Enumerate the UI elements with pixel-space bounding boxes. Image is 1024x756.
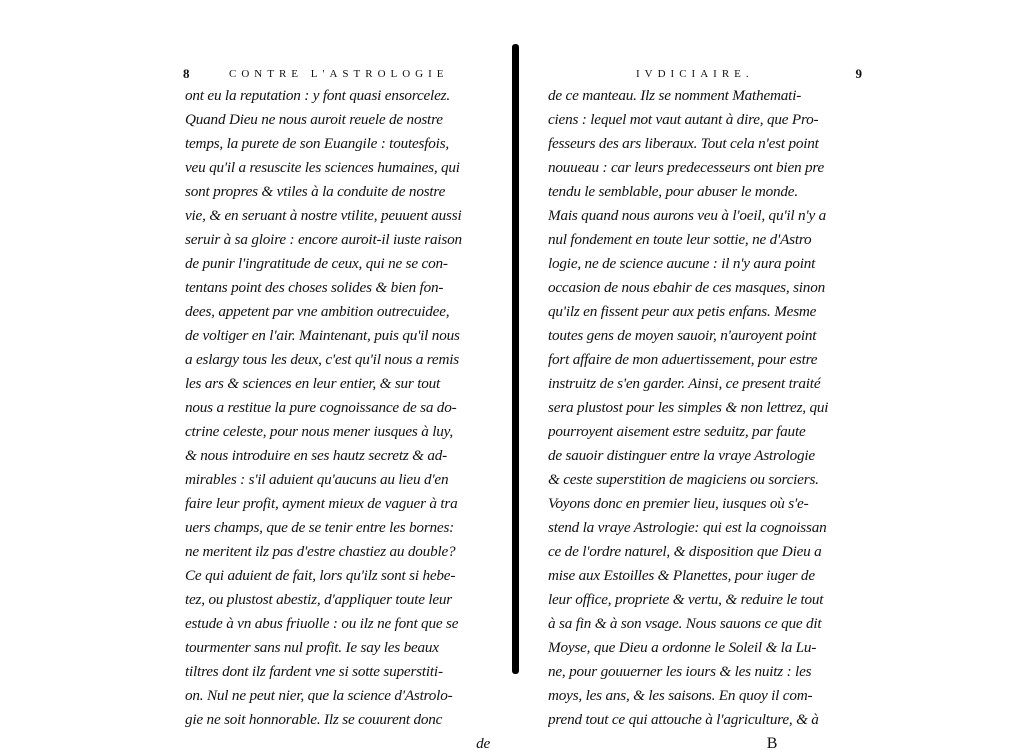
text-line: dees, appetent par vne ambition outrecuidee,	[185, 303, 450, 320]
right-running-head-title: IVDICIAIRE.	[636, 68, 754, 80]
left-page-number: 8	[183, 66, 190, 81]
right-page-text	[548, 84, 856, 732]
text-line: fesseurs des ars liberaux. Tout cela n'est point	[548, 135, 819, 152]
text-line: Ce qui aduient de fait, lors qu'ilz sont si hebe-	[185, 567, 456, 584]
text-line: stend la vraye Astrologie: qui est la cognoissan	[548, 519, 827, 536]
text-line: ont eu la reputation : y font quasi ensorcelez.	[185, 87, 450, 104]
left-page	[185, 60, 490, 756]
text-line: qu'ilz en fissent peur aux petis enfans. Mesme	[548, 303, 817, 320]
text-line: & ceste superstition de magiciens ou sorciers.	[548, 471, 819, 488]
text-line: à sa fin & à son vsage. Nous sauons ce que dit	[548, 615, 822, 632]
text-line: les ars & sciences en leur entier, & sur tout	[185, 375, 441, 392]
text-line: sera plustost pour les simples & non lettrez, qui	[548, 399, 829, 416]
left-running-head-title: CONTRE L'ASTROLOGIE	[229, 68, 449, 80]
text-line: pourroyent aisement estre seduitz, par faute	[548, 423, 806, 440]
text-line: faire leur profit, ayment mieux de vaguer à tra	[185, 495, 458, 512]
right-page-number: 9	[855, 66, 862, 81]
text-line: de	[476, 735, 490, 752]
text-line: Quand Dieu ne nous auroit reuele de nostre	[185, 111, 443, 128]
text-line: tiltres dont ilz fardent vne si sotte superstiti-	[185, 663, 443, 680]
text-line: temps, la purete de son Euangile : toutesfois,	[185, 135, 449, 152]
book-spine-gutter	[512, 44, 519, 674]
text-line: a eslargy tous les deux, c'est qu'il nous a remis	[185, 351, 459, 368]
right-page	[548, 60, 862, 756]
text-line: tendu le semblable, pour abuser le monde.	[548, 183, 798, 200]
text-line: tentans point des choses solides & bien fon-	[185, 279, 444, 296]
text-line: estude à vn abus friuolle : ou ilz ne font que se	[185, 615, 459, 632]
left-page-text	[185, 84, 490, 756]
text-line: de sauoir distinguer entre la vraye Astrologie	[548, 447, 815, 464]
text-line: mise aux Estoilles & Planettes, pour iuger de	[548, 567, 815, 584]
text-line: tez, ou plustost abestiz, d'appliquer toute leur	[185, 591, 453, 608]
text-line: uers champs, que de se tenir entre les bornes:	[185, 519, 455, 536]
text-line: de ce manteau. Ilz se nomment Mathemati-	[548, 87, 802, 104]
text-line: ne meritent ilz pas d'estre chastiez au double?	[185, 543, 456, 560]
text-line: de voltiger en l'air. Maintenant, puis qu'il nous	[185, 327, 460, 344]
text-line: nous a restitue la pure cognoissance de sa do-	[185, 399, 457, 416]
text-line: logie, ne de science aucune : il n'y aura point	[548, 255, 816, 272]
text-line: de punir l'ingratitude de ceux, qui ne se con-	[185, 255, 448, 272]
text-line: vie, & en seruant à nostre vtilite, peuuent aussi	[185, 207, 462, 224]
text-line: ne, pour gouuerner les iours & les nuitz : les	[548, 663, 812, 680]
right-running-head	[548, 60, 862, 82]
text-line: instruitz de s'en garder. Ainsi, ce present traité	[548, 375, 821, 392]
text-line: prend tout ce qui attouche à l'agriculture, & à	[548, 711, 819, 728]
text-line: on. Nul ne peut nier, que la science d'Astrolo-	[185, 687, 453, 704]
text-line: toutes gens de moyen sauoir, n'auroyent point	[548, 327, 817, 344]
text-line: Moyse, que Dieu a ordonne le Soleil & la Lu-	[548, 639, 817, 656]
gathering-signature: B	[766, 735, 778, 752]
text-line: tourmenter sans nul profit. Ie say les beaux	[185, 639, 439, 656]
text-line: ciens : lequel mot vaut autant à dire, que Pro-	[548, 111, 819, 128]
text-line: occasion de nous ebahir de ces masques, sinon	[548, 279, 825, 296]
text-line: leur office, propriete & vertu, & reduire le tout	[548, 591, 824, 608]
left-running-head	[185, 60, 490, 82]
text-line: ctrine celeste, pour nous mener iusques à luy,	[185, 423, 453, 440]
text-line: ce de l'ordre naturel, & disposition que Dieu a	[548, 543, 822, 560]
text-line: gie ne soit honnorable. Ilz se couurent donc	[185, 711, 443, 728]
text-line: Mais quand nous aurons veu à l'oeil, qu'il n'y a	[548, 207, 826, 224]
text-line: mirables : s'il aduient qu'aucuns au lieu d'en	[185, 471, 449, 488]
text-line: nouueau : car leurs predecesseurs ont bien pre	[548, 159, 825, 176]
text-line: sont propres & vtiles à la conduite de nostre	[185, 183, 446, 200]
text-line: veu qu'il a resuscite les sciences humaines, qui	[185, 159, 460, 176]
text-line: nul fondement en toute leur sottie, ne d'Astro	[548, 231, 812, 248]
text-line: fort affaire de mon aduertissement, pour estre	[548, 351, 818, 368]
text-line: Voyons donc en premier lieu, iusques où s'e-	[548, 495, 809, 512]
text-line: & nous introduire en ses hautz secretz & ad-	[185, 447, 448, 464]
text-line: moys, les ans, & les saisons. En quoy il com-	[548, 687, 813, 704]
text-line: seruir à sa gloire : encore auroit-il iuste raison	[185, 231, 462, 248]
